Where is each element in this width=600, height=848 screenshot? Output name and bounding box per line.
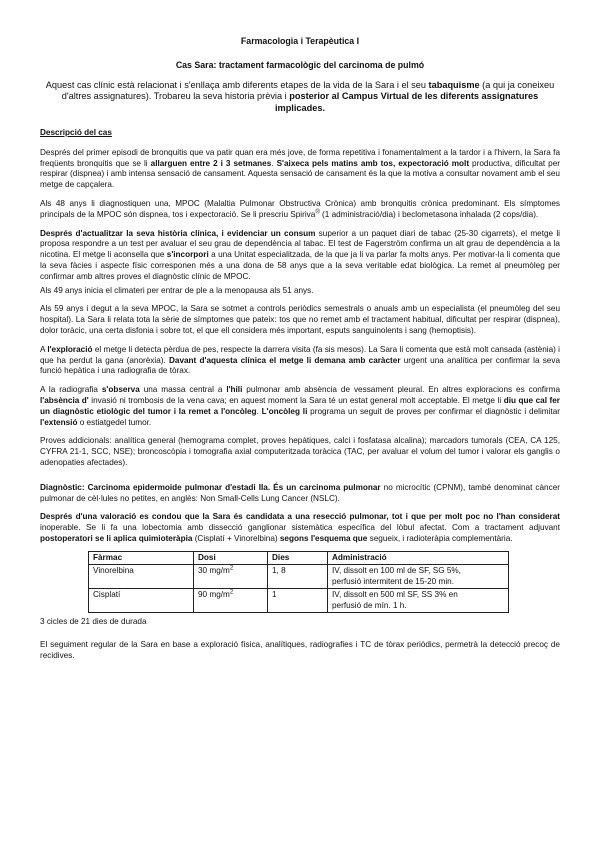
section-heading: Descripció del cas bbox=[40, 128, 112, 138]
table-row bbox=[89, 565, 509, 589]
intro-text: (a qui ja coneixeu d'altres assignatures). Trobareu la seva historia prèvia i bbox=[61, 79, 555, 102]
drug-cell: Vinorelbina bbox=[89, 565, 194, 589]
days-cell: 1 bbox=[268, 589, 328, 613]
table-row bbox=[89, 589, 509, 613]
intro-bold: posterior al Campus Virtual de les diferents assignatures implicades. bbox=[274, 91, 539, 113]
paragraph-exploracio: A l'exploració el metge li detecta pèrdua de pes, respecte la darrera visita (fa sis mesos). La Sara li comenta que està molt cansada (astènia) i que ha perdut la gana (anorèxia). Davant d'aquesta clínica el metge li demana amb caràcter urgent una analítica per confirmar la seva funció hepàtica i una radiografia de tòrax. bbox=[40, 344, 560, 376]
admin-cell: IV, dissolt en 100 ml de SF, SG 5%, perfusió intermitent de 15-20 min. bbox=[328, 565, 509, 589]
document-page bbox=[40, 36, 560, 670]
paragraph-bronquitis: Després del primer episodi de bronquitis que va patir quan era més jove, de forma repetitiva i fonamentalment a la tardor i a l'hivern, la Sara fa freqüents bronquitis que se li allarguen entre 2 i 3 setmanes. S'aixeca pels matins amb tos, expectoració molt productiva, dificultat per respirar (dispnea) i amb intensa sensació de cansament. Aquesta sensació de cansament és la que la motiva a consultar novament amb el seu metge de capçalera. bbox=[40, 147, 560, 190]
admin-cell: IV, dissolt en 500 ml SF, SS 3% en perfusió de mín. 1 h. bbox=[328, 589, 509, 613]
table-header: Fàrmac bbox=[89, 551, 194, 565]
paragraph-menopausa: Als 49 anys inicia el climateri per entrar de ple a la menopausa als 51 anys. bbox=[40, 285, 314, 295]
paragraph-diagnostic: Diagnòstic: Carcinoma epidermoide pulmonar d'estadi IIa. És un carcinoma pulmonar no microcític (CPNM), també denominat càncer pulmonar de cèl·lules no petites, en anglès: Non Small-Cells Lung Cancer (NSLC). bbox=[40, 482, 560, 503]
table-header: Dies bbox=[268, 551, 328, 565]
cycles-note: 3 cicles de 21 dies de durada bbox=[40, 617, 147, 627]
days-cell: 1, 8 bbox=[268, 565, 328, 589]
dose-cell: 90 $mg/m^2$ bbox=[194, 589, 268, 613]
document-subtitle: Cas Sara: tractament farmacològic del carcinoma de pulmó bbox=[175, 59, 425, 70]
dose-cell: 30 $mg/m^2$ bbox=[194, 565, 268, 589]
table-header: Administració bbox=[328, 551, 509, 565]
paragraph-tabac: Després d'actualitzar la seva història clínica, i evidenciar un consum superior a un paquet diari de tabac (25-30 cigarrets), el metge li proposa respondre a un test per avaluar el seu grau de dependència al tabac. El test de Fagerström confirma un alt grau de dependència a la nicotina. El metge li aconsella que s'incorpori a una Unitat especialitzada, de la que ja li va parlar fa molts anys. Per motivar-la li comenta que la seva fàcies i aspecte físic corresponen més a una dona de 58 anys que a la seva veritable edat biològica. La remet al pneumòleg per confirmar amb altres proves el diagnòstic clínic de MPOC. bbox=[40, 228, 560, 281]
paragraph-controls: Als 59 anys i degut a la seva MPOC, la Sara se sotmet a controls periòdics semestrals o anuals amb un especialista (el pneumòleg del seu hospital). La Sara li relata tota la sèrie de símptomes que pateix: tos que no remet amb el tractament habitual, dificultat per respirar (dispnea), dolor toràcic, una certa disfonia i sobre tot, el que ell considera més important, esputs sanguinolents i sang (hemoptisis). bbox=[40, 304, 560, 336]
document-title: Farmacologia i Terapèutica I bbox=[240, 36, 360, 46]
chemotherapy-table bbox=[88, 551, 509, 614]
paragraph-proves: Proves addicionals: analítica general (hemograma complet, proves hepàtiques, calci i fosfatasa alcalina); marcadors tumorals (CEA, CA 125, CYFRA 21-1, SCC, NSE); broncoscòpia i tomografia axial computeritzada toràcica (TAC, per avaluar el volum del tumor i valorar els ganglis o adenopaties afectades). bbox=[40, 436, 560, 468]
paragraph-seguiment: El seguiment regular de la Sara en base a exploració física, analítiques, radiografies i TC de tòrax periòdics, permetrà la detecció precoç de recidives. bbox=[40, 640, 560, 660]
paragraph-mpoc: Als 48 anys li diagnostiquen una, MPOC (Malaltia Pulmonar Obstructiva Crònica) amb bronquitis crònica predominant. Els símptomes principals de la MPOC són dispnea, tos i expectoració. Se li prescriu Spiriva® (1 administració/dia) i beclometasona inhalada (2 cops/dia). bbox=[40, 199, 560, 219]
intro-bold: tabaquisme bbox=[428, 79, 480, 90]
intro-paragraph bbox=[40, 80, 560, 115]
paragraph-valoracio: Després d'una valoració es condou que la Sara és candidata a una resecció pulmonar, tot i que per molt poc no l'han considerat inoperable. Se li fa una lobectomia amb dissecció ganglionar sistemàtica específica del lòbul afectat. Com a tractament adjuvant postoperatori se li aplica quimioteràpia (Cisplatí + Vinorelbina) segons l'esquema que segueix, i radioteràpia complementària. bbox=[40, 512, 560, 543]
table-header-row bbox=[89, 551, 509, 565]
drug-cell: Cisplatí bbox=[89, 589, 194, 613]
intro-text: Aquest cas clínic està relacionat i s'enllaça amb diferents etapes de la vida de la Sara i el seu bbox=[45, 79, 429, 90]
paragraph-radiografia: A la radiografia s'observa una massa central a l'hili pulmonar amb absència de vessament pleural. En altres exploracions es confirma l'absència d' invasió ni trombosis de la vena cava; en aquest moment la Sara té un estat general molt acceptable. El metge li diu que cal fer un diagnòstic etiològic del tumor i la remet a l'oncòleg. L'oncòleg li programa un seguit de proves per confirmar el diagnòstic i delimitar l'extensió o estiatgedel tumor. bbox=[40, 385, 560, 427]
table-header: Dosi bbox=[194, 551, 268, 565]
